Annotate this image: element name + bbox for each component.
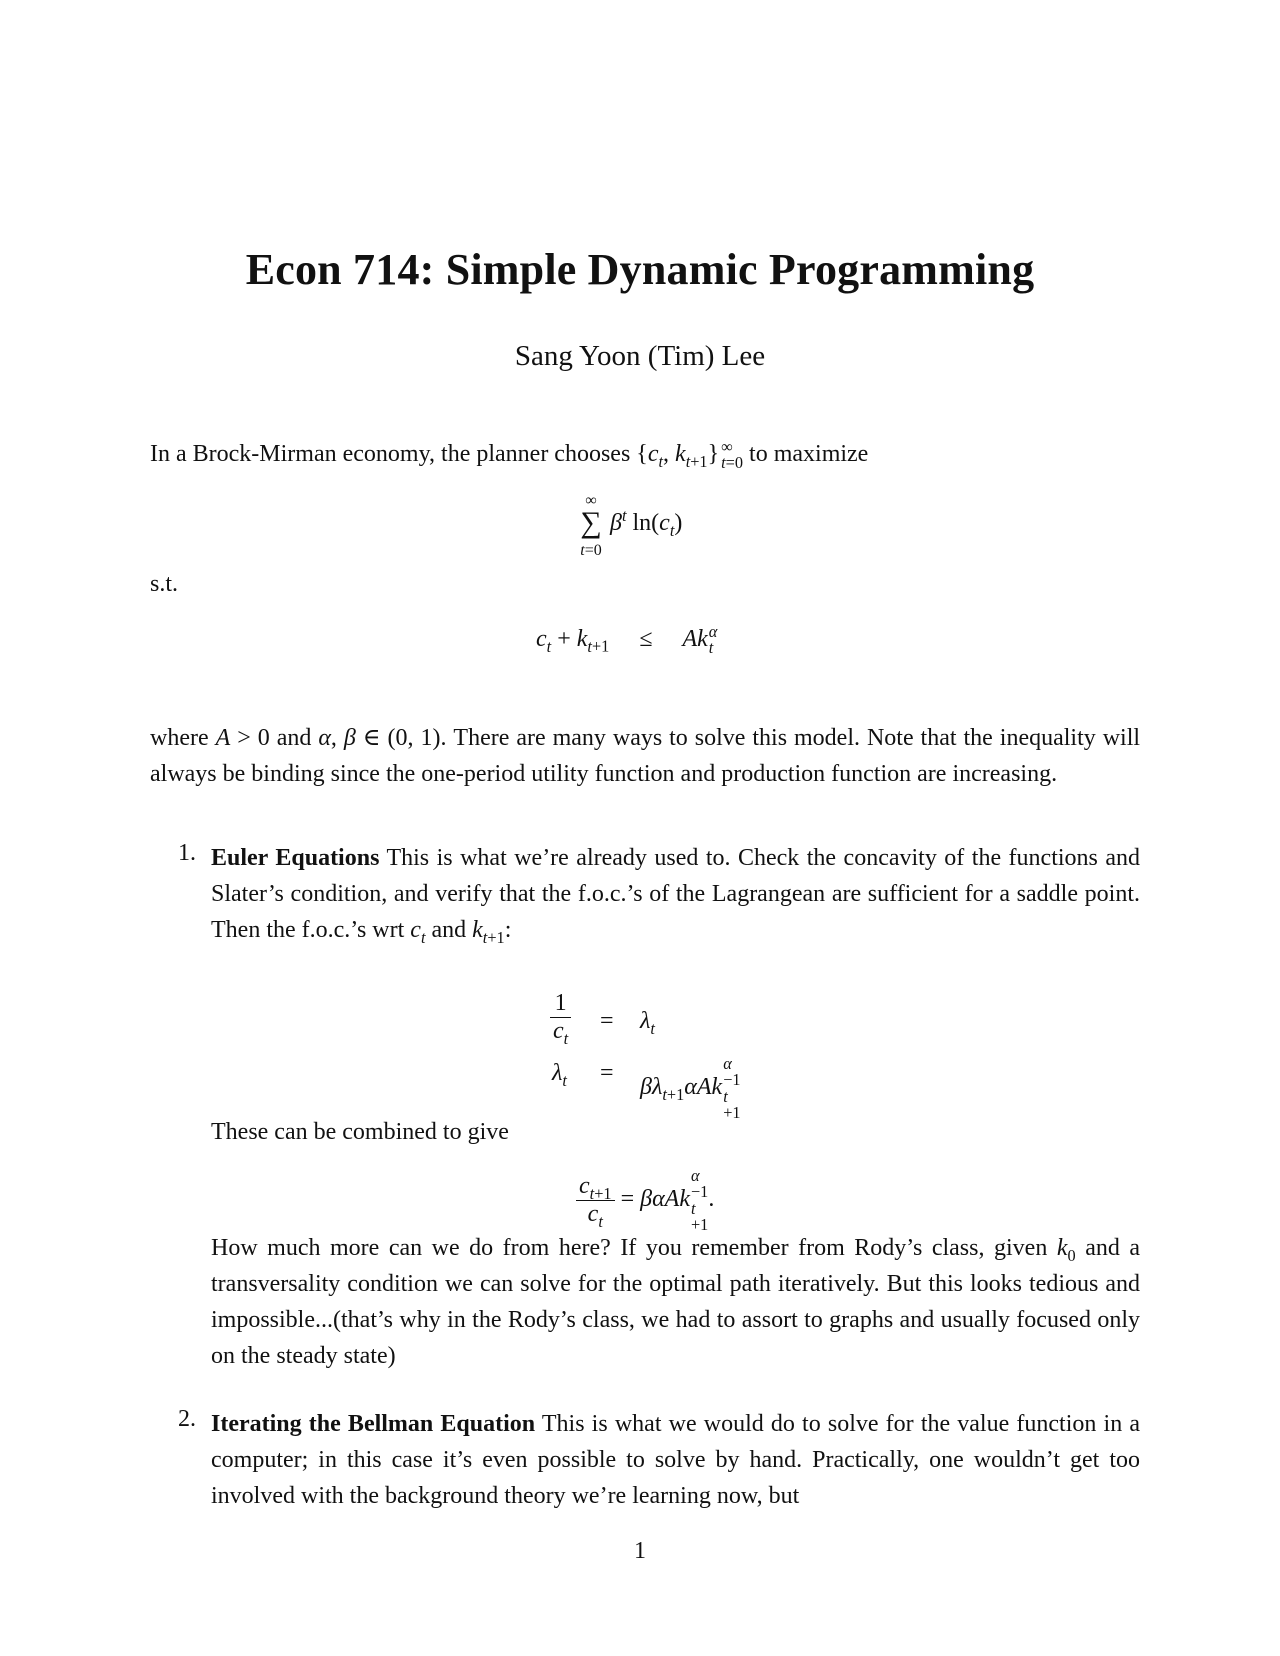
where-text-post: . There are many ways to solve this model. Note that the inequality will always be binding since the one-period utility function and production function are increasing.: [150, 725, 1141, 787]
budget-constraint-equation: $c_t + k_{t+1} \le Ak$ α t: [536, 622, 718, 658]
item-1-text: Euler Equations This is what we’re already used to. Check the concavity of the functions and Slater’s condition, and verify that the f.o.c.’s of the Lagrangean are sufficient for a saddle point. Then the f.o.c.’s wrt $c_t$ and $k_{t+1}$:: [211, 845, 1140, 947]
item-2-body: This is what we would do to solve for the value function in a computer; in this case it’s even possible to solve by hand. Practically, one wouldn’t get too involved with the background theory we’re learning now, but: [211, 1411, 1141, 1509]
intro-text-post: to maximize: [749, 441, 869, 467]
choice-set-math: {$c_t$, $k_{t+1}$} ∞ t=0: [636, 437, 744, 473]
where-text-mid: and: [276, 725, 312, 751]
combined-equation: $\frac{c_{t+1}}{c_t}$ = βαAk α −1 t +1 .: [576, 1168, 714, 1233]
item-1-and: and: [431, 917, 467, 943]
foc-eq-sign-1: =: [600, 1008, 614, 1034]
item-2-text: [211, 1406, 1140, 1514]
foc-lhs-2: $\lambda_t$: [552, 1060, 567, 1090]
intro-paragraph: [150, 436, 1140, 472]
st-label: s.t.: [150, 571, 179, 597]
document-author: Sang Yoon (Tim) Lee: [514, 340, 766, 372]
item-2-number: 2.: [178, 1406, 196, 1432]
followup-text-post: and a transversality condition we can solve for the optimal path iteratively. But this looks tedious and impossible...(that’s why in the Rody’s class, we had to assort to graphs and usually focused only on the steady state): [211, 1235, 1141, 1369]
item-1-number: 1.: [178, 840, 196, 866]
document-title: Econ 714: Simple Dynamic Programming: [245, 245, 1035, 294]
foc-eq-sign-2: =: [600, 1060, 614, 1086]
combined-text: These can be combined to give: [211, 1119, 509, 1145]
foc-equation-1: $\frac{1}{c_t}$: [550, 990, 571, 1045]
item-2-heading: Iterating the Bellman Equation: [211, 1411, 536, 1437]
followup-text-pre: How much more can we do from here? If you remember from Rody’s class, given: [211, 1235, 1048, 1261]
page-number: 1: [634, 1538, 646, 1564]
where-paragraph: where A > 0 and α, β ∈ (0, 1). There are many ways to solve this model. Note that the inequality will always be binding since the one-period utility function and production function are increasing.: [150, 725, 1141, 787]
where-text-pre: where: [150, 725, 209, 751]
foc-rhs-1: $\lambda_t$: [640, 1008, 655, 1038]
document-page: Econ 714: Simple Dynamic Programming Sang Yoon (Tim) Lee In a Brock-Mirman economy, the planner chooses {$c_t$, $k_{t+1}$} ∞ t=0 to maximize ∞ ∑ t=0 $\beta^t$ $\ln(c_t)$ s.t. $c_t + k_{t+1} \le Ak$ α t where A > 0 and α, β ∈ (0, 1). There are many ways to solve this model. Note that the inequality will always be binding since the one-period utility function and production function are increasing. 1. Euler Equations This is what we’re already used to. Check the concavity of the functions and Slater’s condition, and verify that the f.o.c.’s of the Lagrangean are sufficient for a saddle point. Then the f.o.c.’s wrt $c_t$ and $k_{t+1}$: $\frac{1}{c_t}$ = $\lambda_t$ $\lambda_t$ = $\beta\lambda_{t+1}\alpha Ak$ α −1 t +1 These can be combined to give $\frac{c_{t+1}}{c_t}$ = βαAk α −1 t +1 . How much more can we do from here? If you remember from Rody’s class, given $k_0$ and a transversality condition we can solve for the optimal path iteratively. But this looks tedious and impossible...(that’s why in the Rody’s class, we had to assort to graphs and usually focused only on the steady state) 2. Iterating the Bellman Equation This is what we would do to solve for the value function in a computer; in this case it’s even possible to solve by hand. Practically, one wouldn’t get too involved with the background theory we’re learning now, but 1: [0, 0, 1280, 1656]
item-1-heading: Euler Equations: [211, 845, 380, 871]
followup-paragraph: How much more can we do from here? If you remember from Rody’s class, given $k_0$ and a transversality condition we can solve for the optimal path iteratively. But this looks tedious and impossible...(that’s why in the Rody’s class, we had to assort to graphs and usually focused only on the steady state): [211, 1235, 1141, 1369]
item-1-body: This is what we’re already used to. Check the concavity of the functions and Slater’s condition, and verify that the f.o.c.’s of the Lagrangean are sufficient for a saddle point. Then the f.o.c.’s wrt: [211, 845, 1140, 943]
intro-text-pre: In a Brock-Mirman economy, the planner chooses: [150, 441, 631, 467]
foc-rhs-2: $\beta\lambda_{t+1}\alpha Ak$ α −1 t +1: [640, 1054, 741, 1122]
